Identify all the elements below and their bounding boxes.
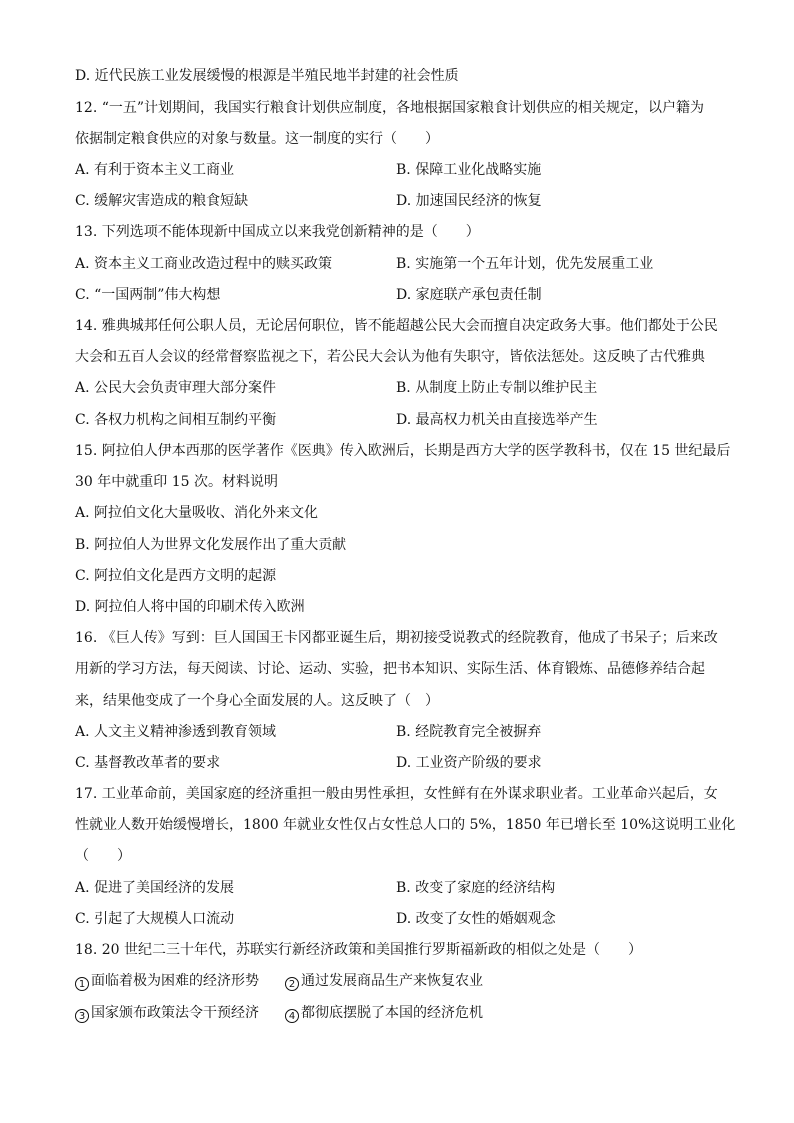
q14-option-d: D. 最高权力机关由直接选举产生 bbox=[396, 412, 598, 428]
q17-option-a: A. 促进了美国经济的发展 bbox=[75, 880, 235, 896]
q15-stem-line2: 30 年中就重印 15 次。材料说明 bbox=[75, 474, 278, 490]
q13-option-b: B. 实施第一个五年计划，优先发展重工业 bbox=[396, 256, 654, 272]
q14-option-c: C. 各权力机构之间相互制约平衡 bbox=[75, 412, 277, 428]
q16-option-c: C. 基督教改革者的要求 bbox=[75, 755, 221, 771]
q12-option-c: C. 缓解灾害造成的粮食短缺 bbox=[75, 193, 249, 209]
q14-stem-line2: 大会和五百人会议的经常督察监视之下，若公民大会认为他有失职守，皆依法惩处。这反映了古代雅典 bbox=[75, 349, 705, 365]
q17-option-c: C. 引起了大规模人口流动 bbox=[75, 911, 235, 927]
q12-stem-line2: 依据制定粮食供应的对象与数量。这一制度的实行（ ） bbox=[75, 131, 439, 147]
circled-number-3: 3 bbox=[75, 1009, 89, 1023]
q17-stem-line2: 性就业人数开始缓慢增长，1800 年就业女性仅占女性总人口的 5%，1850 年已增长至 10%这说明工业化 bbox=[75, 817, 736, 833]
q13-option-a: A. 资本主义工商业改造过程中的赎买政策 bbox=[75, 256, 333, 272]
q18-item-4-text: 都彻底摆脱了本国的经济危机 bbox=[301, 1005, 483, 1021]
q14-stem-line1: 14. 雅典城邦任何公职人员，无论居何职位，皆不能超越公民大会而擅自决定政务大事。他们都处于公民 bbox=[75, 318, 718, 334]
q16-option-b: B. 经院教育完全被摒弃 bbox=[396, 724, 542, 740]
q17-option-d: D. 改变了女性的婚姻观念 bbox=[396, 911, 556, 927]
q13-option-d: D. 家庭联产承包责任制 bbox=[396, 287, 542, 303]
q16-stem-line3: 来，结果他变成了一个身心全面发展的人。这反映了（ ） bbox=[75, 693, 439, 709]
q15-option-c: C. 阿拉伯文化是西方文明的起源 bbox=[75, 568, 277, 584]
q16-stem-line2: 用新的学习方法，每天阅读、讨论、运动、实验，把书本知识、实际生活、体育锻炼、品德修养结合起 bbox=[75, 661, 705, 677]
q14-option-a: A. 公民大会负责审理大部分案件 bbox=[75, 380, 277, 396]
q15-option-a: A. 阿拉伯文化大量吸收、消化外来文化 bbox=[75, 505, 319, 521]
q15-stem-line1: 15. 阿拉伯人伊本西那的医学著作《医典》传入欧洲后，长期是西方大学的医学教科书，仅在 15 世纪最后 bbox=[75, 443, 731, 459]
q18-item-1-text: 面临着极为困难的经济形势 bbox=[91, 973, 259, 989]
q15-option-d: D. 阿拉伯人将中国的印刷术传入欧洲 bbox=[75, 599, 305, 615]
q12-stem-line1: 12. “一五”计划期间，我国实行粮食计划供应制度，各地根据国家粮食计划供应的相关规定，以户籍为 bbox=[75, 100, 705, 116]
q18-item-1 bbox=[75, 971, 259, 991]
q12-option-a: A. 有利于资本主义工商业 bbox=[75, 162, 235, 178]
q16-option-d: D. 工业资产阶级的要求 bbox=[396, 755, 542, 771]
q16-option-a: A. 人文主义精神渗透到教育领域 bbox=[75, 724, 277, 740]
circled-number-4: 4 bbox=[285, 1009, 299, 1023]
q16-stem-line1: 16. 《巨人传》写到：巨人国国王卡冈都亚诞生后，期初接受说教式的经院教育，他成了书呆子；后来改 bbox=[75, 630, 718, 646]
q13-stem-line1: 13. 下列选项不能体现新中国成立以来我党创新精神的是（ ） bbox=[75, 224, 480, 240]
q18-item-2 bbox=[285, 971, 483, 991]
q18-item-2-text: 通过发展商品生产来恢复农业 bbox=[301, 973, 483, 989]
q15-option-b: B. 阿拉伯人为世界文化发展作出了重大贡献 bbox=[75, 537, 347, 553]
q18-stem-line1: 18. 20 世纪二三十年代，苏联实行新经济政策和美国推行罗斯福新政的相似之处是（ ） bbox=[75, 942, 642, 958]
q17-option-b: B. 改变了家庭的经济结构 bbox=[396, 880, 556, 896]
q18-item-3-text: 国家颁布政策法令干预经济 bbox=[91, 1005, 259, 1021]
q18-item-4 bbox=[285, 1003, 483, 1023]
q11-option-d: D. 近代民族工业发展缓慢的根源是半殖民地半封建的社会性质 bbox=[75, 68, 459, 84]
circled-number-2: 2 bbox=[285, 977, 299, 991]
circled-number-1: 1 bbox=[75, 977, 89, 991]
q17-stem-line1: 17. 工业革命前，美国家庭的经济重担一般由男性承担，女性鲜有在外谋求职业者。工业革命兴起后，女 bbox=[75, 786, 718, 802]
q12-option-d: D. 加速国民经济的恢复 bbox=[396, 193, 542, 209]
q12-option-b: B. 保障工业化战略实施 bbox=[396, 162, 542, 178]
q13-option-c: C. “一国两制”伟大构想 bbox=[75, 287, 221, 303]
q14-option-b: B. 从制度上防止专制以维护民主 bbox=[396, 380, 598, 396]
q18-item-3 bbox=[75, 1003, 259, 1023]
q17-stem-line3: （ ） bbox=[75, 848, 131, 864]
